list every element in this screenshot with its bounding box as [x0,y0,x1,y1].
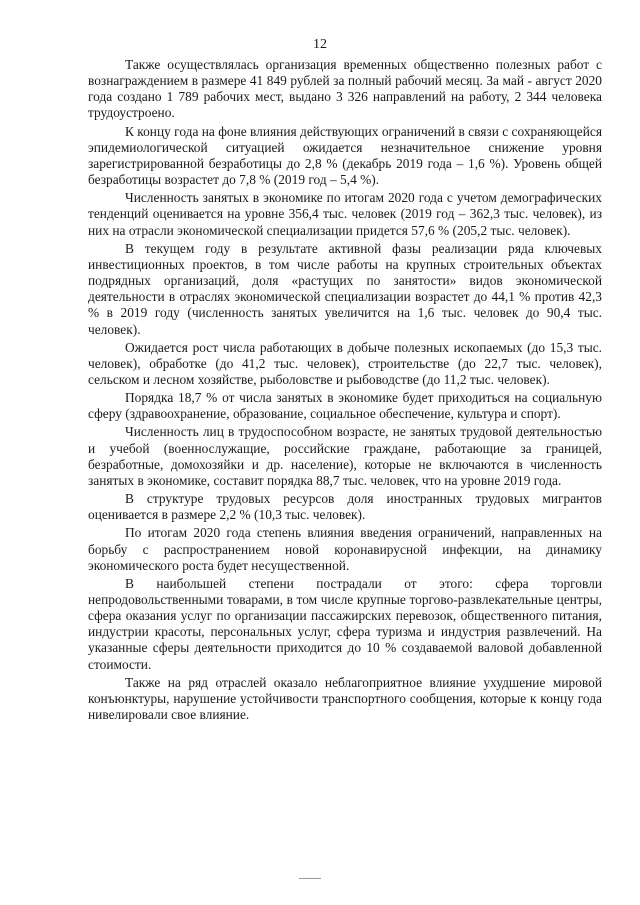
page-number: 12 [313,37,327,52]
paragraph-social-sphere: Порядка 18,7 % от числа занятых в экономике будет приходиться на социальную сферу (здравоохранение, образование, социальное обеспечение, культура и спорт). [88,390,602,422]
body-text [88,57,602,725]
paragraph-sector-growth: Ожидается рост числа работающих в добыче полезных ископаемых (до 15,3 тыс. человек), обработке (до 41,2 тыс. человек), строительстве (до 22,7 тыс. человек), сельском и лесном хозяйстве, рыболовстве и рыбоводстве (до 11,2 тыс. человек). [88,339,602,387]
paragraph-investment-projects: В текущем году в результате активной фазы реализации ряда ключевых инвестиционных проектов, в том числе работы на крупных строительных объектах подрядных организаций, доля «растущих по занятости» видов экономической деятельности в отраслях экономической специализации возрастет до 44,1 % против 42,3 % в 2019 году (численность занятых увеличится на 1,6 тыс. человек до 90,4 тыс. человек). [88,240,602,337]
footer-divider [299,878,321,879]
paragraph-migrants: В структуре трудовых ресурсов доля иностранных трудовых мигрантов оценивается в размере 2,2 % (10,3 тыс. человек). [88,491,602,523]
paragraph-affected-sectors: В наибольшей степени пострадали от этого: сфера торговли непродовольственными товарами, в том числе крупные торгово-развлекательные центры, сфера оказания услуг по организации пассажирских перевозок, общественного питания, индустрии красоты, персональных услуг, сфера туризма и индустрия развлечений. На указанные сферы деятельности приходится до 10 % создаваемой валовой добавленной стоимости. [88,575,602,672]
paragraph-restrictions-impact: По итогам 2020 года степень влияния введения ограничений, направленных на борьбу с распространением новой коронавирусной инфекции, на динамику экономического роста будет несущественной. [88,525,602,573]
paragraph-world-conjuncture: Также на ряд отраслей оказало неблагоприятное влияние ухудшение мировой конъюнктуры, нарушение устойчивости транспортного сообщения, которые к концу года нивелировали свое влияние. [88,674,602,723]
paragraph-not-employed: Численность лиц в трудоспособном возрасте, не занятых трудовой деятельностью и учебой (военнослужащие, российские граждане, работающие за границей, безработные, домохозяйки и др. население), которые не включаются в численность занятых в экономике, составит порядка 88,7 тыс. человек, что на уровне 2019 года. [88,424,602,488]
paragraph-employed-in-economy: Численность занятых в экономике по итогам 2020 года с учетом демографических тенденций оценивается на уровне 356,4 тыс. человек (2019 год – 362,3 тыс. человек), из них на отрасли экономической специализации придется 57,6 % (205,2 тыс. человек). [88,190,602,238]
paragraph-public-works: Также осуществлялась организация временных общественно полезных работ с вознаграждением в размере 41 849 рублей за полный рабочий месяц. За май - август 2020 года создано 1 789 рабочих мест, выдано 3 326 направлений на работу, 2 344 человека трудоустроено. [88,57,602,121]
paragraph-unemployment-forecast: К концу года на фоне влияния действующих ограничений в связи с сохраняющейся эпидемиологической ситуацией ожидается незначительное снижение уровня зарегистрированной безработицы до 2,8 % (декабрь 2019 года – 1,6 %). Уровень общей безработицы возрастет до 7,8 % (2019 год – 5,4 %). [88,123,603,188]
